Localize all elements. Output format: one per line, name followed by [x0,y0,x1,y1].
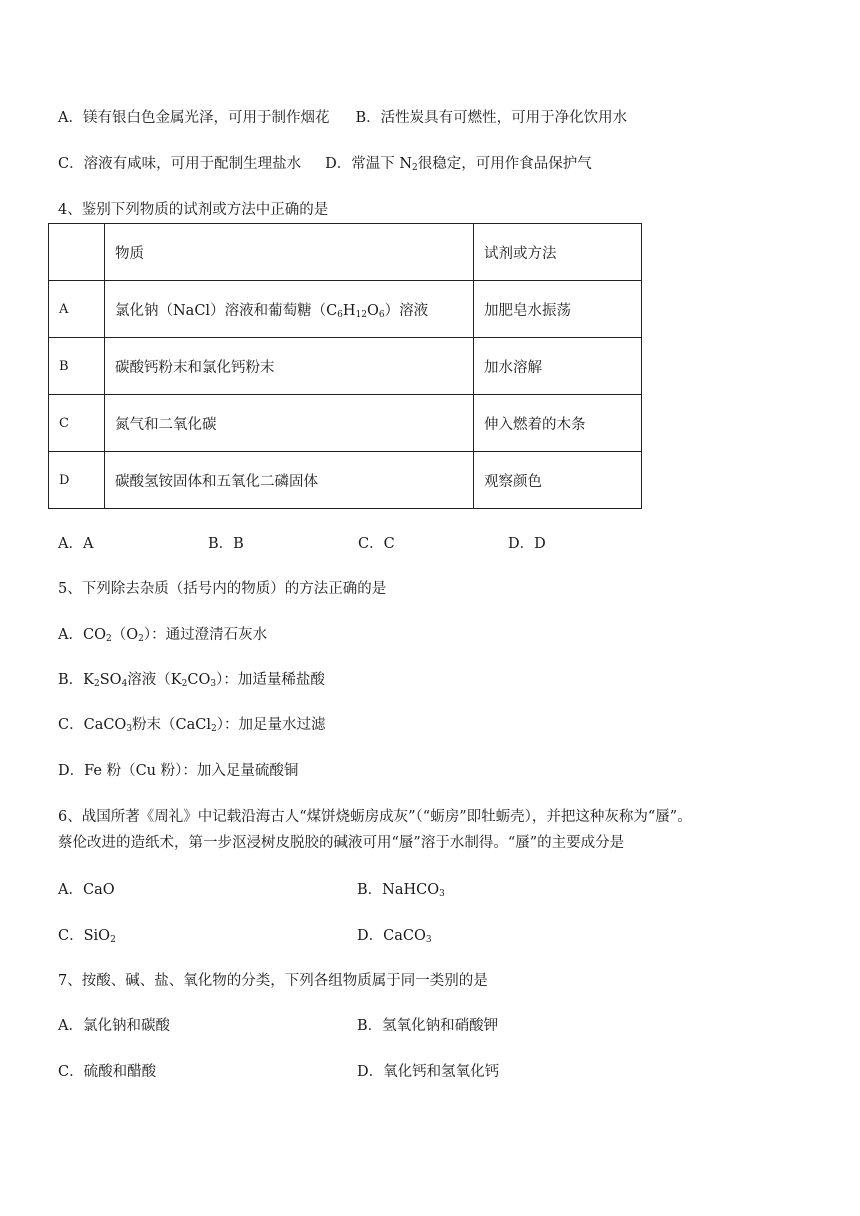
q3-option-c: C．溶液有咸味，可用于配制生理盐水 [58,156,302,172]
table-cell-label: A [49,281,105,338]
q7-option-c: C．硫酸和醋酸 [58,1064,157,1080]
q4-option-b: B．B [208,536,244,552]
table-cell-method: 观察颜色 [474,452,642,509]
q5-option-c: C．CaCO$_3$粉末（CaCl$_2$）：加足量水过滤 [58,717,326,734]
q4-option-c: C．C [358,536,395,552]
q4-table [48,223,642,509]
table-row [49,338,642,395]
q5-option-a: A．$CO_2(O_2)$：通过澄清石灰水 [58,627,268,644]
q4-option-a: A．A [58,536,94,552]
q5-stem: 5、下列除去杂质（括号内的物质）的方法正确的是 [58,581,387,597]
q6-option-d: D．CaCO$_3$ [357,928,432,945]
q4-stem: 4、鉴别下列物质的试剂或方法中正确的是 [58,202,329,218]
table-cell-method: 加水溶解 [474,338,642,395]
q7-option-d: D．氧化钙和氢氧化钙 [357,1064,500,1080]
table-header-cell: 物质 [105,224,474,281]
q3-option-c-d-line [58,154,592,174]
table-cell-substance: 碳酸钙粉末和氯化钙粉末 [105,338,474,395]
q4-option-d: D．D [508,536,546,552]
table-cell-label: B [49,338,105,395]
table-header-cell [49,224,105,281]
q6-stem-line-1: 6、战国所著《周礼》中记载沿海古人“煤饼烧蛎房成灰”（“蛎房”即牡蛎壳），并把这种灰称为“蜃”。 [58,809,692,825]
q7-stem: 7、按酸、碱、盐、氧化物的分类，下列各组物质属于同一类别的是 [58,973,488,989]
table-row [49,452,642,509]
q7-option-b: B．氢氧化钠和硝酸钾 [357,1018,499,1034]
q7-option-a: A．氯化钠和碳酸 [58,1018,170,1034]
q3-option-d: D．常温下 $N_2$很稳定，可用作食品保护气 [325,156,592,173]
table-header-cell: 试剂或方法 [474,224,642,281]
q6-option-b: B．NaHCO$_3$ [357,882,445,899]
q3-option-b: B．活性炭具有可燃性，可用于净化饮用水 [355,110,628,126]
q5-option-d: D．Fe 粉（Cu 粉）：加入足量硫酸铜 [58,763,299,779]
table-cell-substance: 氮气和二氧化碳 [105,395,474,452]
table-cell-substance: 碳酸氢铵固体和五氧化二磷固体 [105,452,474,509]
table-row [49,395,642,452]
q5-option-b: B．$K_2SO_4$溶液$(K_2CO_3)$：加适量稀盐酸 [58,672,325,689]
q3-option-a-b-line [58,108,627,128]
table-row [49,281,642,338]
table-cell-method: 加肥皂水振荡 [474,281,642,338]
q6-stem-line-2: 蔡伦改进的造纸术，第一步沤浸树皮脱胶的碱液可用“蜃”溶于水制得。“蜃”的主要成分是 [58,835,625,851]
table-cell-substance: 氯化钠（NaCl）溶液和葡萄糖$(C_6H_{12}O_6)$溶液 [105,281,474,338]
q6-option-a: A．CaO [58,882,115,898]
table-cell-method: 伸入燃着的木条 [474,395,642,452]
q6-option-c: C．SiO$_2$ [58,928,116,945]
table-cell-label: D [49,452,105,509]
q3-option-a: A．镁有银白色金属光泽，可用于制作烟花 [58,110,330,126]
table-cell-label: C [49,395,105,452]
table-row [49,224,642,281]
